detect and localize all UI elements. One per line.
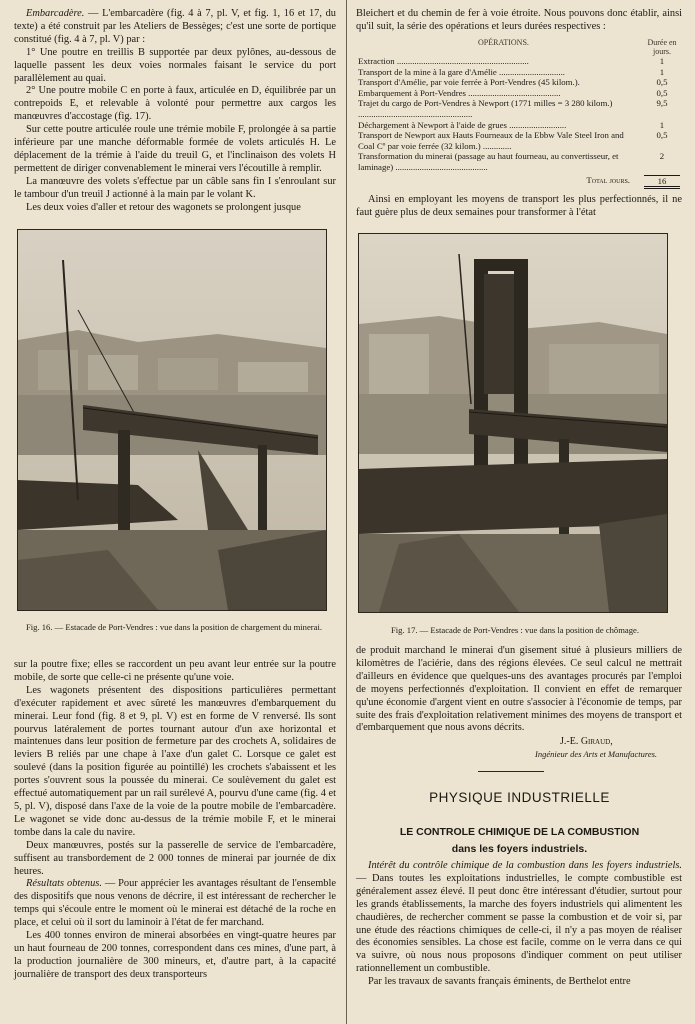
paragraph-text: Sur cette poutre articulée roule une trémie mobile F, prolongée à sa partie inférieure par une manche déformable formée de volets articulés H. Le déplacement de la trémie à l'aide du treuil G, et l'inclinaison des volets H permettent de diriger convenablement le minerai vers l'écoutille à remplir. xyxy=(14,124,336,174)
paragraph xyxy=(14,202,336,215)
operation-row xyxy=(358,56,680,67)
column-divider xyxy=(346,0,347,1024)
paragraph-text: — Dans toutes les exploitations industrielles, le compte combustible est généralement assez élevé. Il peut donc être intéressant d'étudier, surtout pour les grands établissements, la marche des foyers industriels qui alimentent les chaudières, de rechercher comment se passe la combustion et de voir si, par une étude des réactions chimiques de celle-ci, il n'y a pas moyen de réaliser des économies sensibles. La chose est facile, comme on le verra dans ce qui va suivre, où nous nous proposons d'indiquer comment on peut utiliser rationnellement un combustible. xyxy=(356,872,682,975)
operation-row xyxy=(358,67,680,78)
paragraph-lead: Résultats obtenus. xyxy=(26,878,102,890)
author-title: Ingénieur des Arts et Manufactures. xyxy=(535,749,658,759)
paragraph xyxy=(14,878,336,930)
operations-table-header xyxy=(358,38,680,56)
author-name: J.-E. Giraud, xyxy=(560,736,613,747)
right-column-after-table xyxy=(356,194,682,220)
header-operations: OPÉRATIONS. xyxy=(478,38,529,47)
paragraph xyxy=(14,685,336,840)
paragraph xyxy=(14,176,336,202)
operation-duration: 1 xyxy=(659,56,665,66)
paragraph xyxy=(14,840,336,879)
operation-label: Transformation du minerai (passage au haut fourneau, au convertisseur, et laminage) .......................................... xyxy=(358,151,619,172)
paragraph xyxy=(14,85,336,124)
paragraph-text: Les 400 tonnes environ de minerai absorbées en vingt-quatre heures par un haut fourneau de 200 tonnes, correspondent dans ces mines, d'une part, à la production journalière de 300 mineurs, et, d'autre part, à la capacité journalière de transport des deux transporteurs xyxy=(14,930,336,980)
section-divider xyxy=(478,771,544,772)
paragraph: Ainsi en employant les moyens de transport les plus perfectionnés, il ne faut guère plus de deux semaines pour transformer à l'état xyxy=(356,194,682,218)
paragraph: de produit marchand le minerai d'un gisement situé à plusieurs milliers de kilomètres de l'aciérie, dans des régions élevées. Ce seul calcul ne mettrait d'ailleurs en évidence que quelques-uns des avantages procurés par l'emploi de moyens perfectionnés d'exploitation. Il convient en effet de remarquer qu'une économie d'argent vient en outre s'associer à l'économie de temps, par suite des frais d'exploitation relativement minimes des moyens de transport et d'embarquement que nous avons décrits. xyxy=(356,645,682,734)
section-title: PHYSIQUE INDUSTRIELLE xyxy=(429,790,610,805)
paragraph-lead: Embarcadère. xyxy=(26,8,85,19)
operation-duration: 1 xyxy=(659,119,665,130)
article-title-line-2: dans les foyers industriels. xyxy=(451,843,588,855)
paragraph xyxy=(14,124,336,176)
operation-duration: 1 xyxy=(659,66,665,77)
paragraph-text: 2° Une poutre mobile C en porte à faux, articulée en D, équilibrée par un contrepoids E, et relevable à volonté pour permettre aux cargos les manœuvres d'accostage (fig. 17). xyxy=(14,85,336,123)
harbour-photo-illustration xyxy=(359,234,667,612)
paragraph xyxy=(14,930,336,982)
paragraph: Bleichert et du chemin de fer à voie étroite. Nous pouvons donc établir, ainsi qu'il suit, la série des opérations et leurs durées respectives : xyxy=(356,8,682,32)
operation-duration: 0,5 xyxy=(656,130,668,141)
operation-label: Déchargement à Newport à l'aide de grues .......................... xyxy=(358,119,567,130)
operation-row xyxy=(358,151,680,172)
operation-label: Transport d'Amélie, par voie ferrée à Port-Vendres (45 kilom.). xyxy=(358,77,580,88)
total-value: 16 xyxy=(644,175,680,190)
article-body xyxy=(356,860,682,989)
operation-duration: 9,5 xyxy=(656,98,668,109)
paragraph-lead: Intérêt du contrôle chimique de la combustion dans les foyers industriels. xyxy=(368,860,682,871)
operation-label: Extraction ............................................................ xyxy=(358,56,529,66)
figure-16-photo xyxy=(17,229,327,611)
paragraph-text: Deux manœuvres, postés sur la passerelle de service de l'embarcadère, suffisent au transbordement de 2 000 tonnes de minerai par journée de dix heures. xyxy=(14,839,336,877)
paragraph-text: 1° Une poutre en treillis B supportée par deux pylônes, au-dessous de laquelle passent les deux voies normales faisant le service du port parallèlement au quai. xyxy=(14,46,336,84)
operation-row xyxy=(358,98,680,119)
harbour-photo-illustration xyxy=(18,230,326,610)
figure-16-caption: Fig. 16. — Estacade de Port-Vendres : vue dans la position de chargement du minerai. xyxy=(25,622,322,632)
article-title-line-1: LE CONTROLE CHIMIQUE DE LA COMBUSTION xyxy=(399,826,640,838)
right-column-intro xyxy=(356,8,682,34)
operation-row xyxy=(358,88,680,99)
operation-duration: 2 xyxy=(659,151,665,162)
operations-total-row xyxy=(358,175,680,190)
paragraph xyxy=(356,860,682,976)
paragraph xyxy=(14,47,336,86)
operation-row xyxy=(358,130,680,151)
paragraph-text: Les wagonets présentent des dispositions particulières permettant d'exécuter rapidement et avec sûreté les manœuvres d'embarquement du minerai. Leur fond (fig. 8 et 9, pl. V) est en forme de V renversé. Ils sont pourvus latéralement de portes tournant autour d'un axe horizontal et maintenues dans leur position de fermeture par des crochets A, solidaires de leviers B reliés par une chape à l'axe d'un galet C. Lorsque ce galet est soulevé (dans la position figurée au pointillé) les crochets s'abaissent et les portes s'ouvrent sous la poussée du minerai. Ce soulèvement du galet est effectué automatiquement par un rail surélevé A, pourvu d'une came (fig. 4 et 5, pl. V), disposé dans l'axe de la voie de la poutre mobile de l'embarcadère. Le wagonet se vide donc au-dessus de la trémie mobile F, et le minerai tombe dans la cale du navire. xyxy=(14,684,336,838)
figure-17-caption: Fig. 17. — Estacade de Port-Vendres : vue dans la position de chômage. xyxy=(391,625,639,635)
paragraph-text: sur la poutre fixe; elles se raccordent un peu avant leur entrée sur la poutre mobile, de sorte que celle-ci ne présente qu'une voie. xyxy=(14,659,336,683)
operation-label: Embarquement à Port-Vendres .......................................... xyxy=(358,87,561,98)
operation-duration: 0,5 xyxy=(656,87,668,98)
operations-table xyxy=(358,38,680,189)
paragraph xyxy=(14,659,336,685)
operation-label: Trajet du cargo de Port-Vendres à Newport (1771 milles = 3 280 kilom.) .................................................... xyxy=(358,98,613,119)
left-column-bottom-text xyxy=(14,659,336,982)
left-column-top-text xyxy=(14,8,336,215)
paragraph xyxy=(14,8,336,47)
operation-label: Transport de Newport aux Hauts Fourneaux de la Ebbw Vale Steel Iron and Coal Cº par voie ferrée (32 kilom.) ............. xyxy=(358,130,624,151)
paragraph-text: — Pour apprécier les avantages résultant de l'ensemble des dispositifs que nous venons de décrire, il est intéressant de rechercher le temps qui s'écoule entre le moment où le minerai est détaché de la roche en place, et celui où il sort du laminoir à l'état de fer marchand. xyxy=(14,878,336,929)
paragraph-text: — L'embarcadère (fig. 4 à 7, pl. V, et fig. 1, 16 et 17, du texte) a été construit par les Ateliers de Bessèges; c'est une sorte de portique constitué (fig. 4 à 7, pl. V) par : xyxy=(14,8,336,45)
right-column-conclusion xyxy=(356,645,682,735)
operations-rows xyxy=(358,56,680,173)
operation-duration: 0,5 xyxy=(656,77,668,88)
figure-17-photo xyxy=(358,233,668,613)
operation-label: Transport de la mine à la gare d'Amélie .............................. xyxy=(358,66,565,77)
header-duration: Durée en jours. xyxy=(647,38,677,56)
paragraph-text: Les deux voies d'aller et retour des wagonets se prolongent jusque xyxy=(26,201,301,213)
article-title xyxy=(352,824,687,858)
operation-row xyxy=(358,120,680,131)
paragraph: Par les travaux de savants français éminents, de Berthelot entre xyxy=(368,976,631,988)
total-label: Total jours. xyxy=(586,174,630,185)
paragraph-text: La manœuvre des volets s'effectue par un câble sans fin I s'enroulant sur le tambour d'un treuil J actionné à la main par le volant K. xyxy=(14,175,336,200)
operation-row xyxy=(358,77,680,88)
